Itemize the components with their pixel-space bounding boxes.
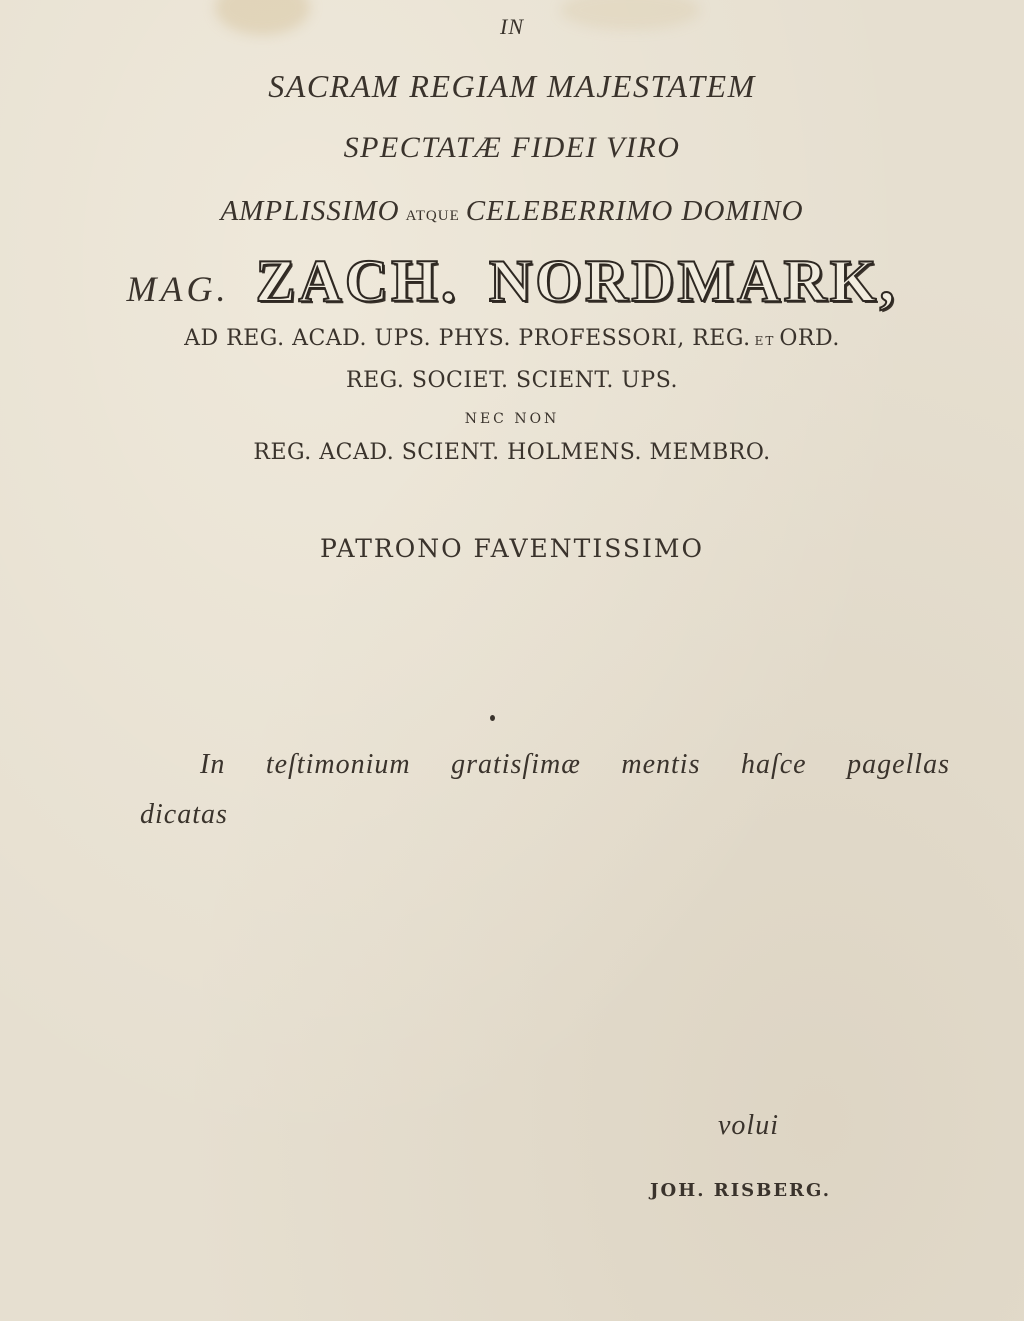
titles-nec-non: NEC NON: [464, 411, 560, 427]
patrono-line: PATRONO FAVENTISSIMO: [319, 534, 705, 563]
heading-in: IN: [500, 14, 524, 39]
ink-speck: [490, 715, 495, 721]
dedication-line-1: [200, 749, 950, 781]
dedication-word: haſce: [740, 749, 807, 780]
dedication-word: pagellas: [847, 749, 950, 780]
patron-name: [0, 247, 1024, 314]
name-mag: MAG.: [126, 269, 230, 309]
line-sacram-regiam: SACRAM REGIAM MAJESTATEM: [268, 68, 756, 104]
line-amplissimo: [0, 195, 1024, 228]
celeberrimo-text: CELEBERRIMO DOMINO: [465, 195, 804, 227]
atque-text: ATQUE: [405, 208, 460, 224]
closing-volui: volui: [718, 1110, 779, 1141]
titles-line-2: REG. SOCIET. SCIENT. UPS.: [346, 368, 678, 393]
dedication-word: teſtimonium: [265, 749, 411, 780]
dedication-word: In: [200, 749, 226, 780]
line-spectatae-fidei: SPECTATÆ FIDEI VIRO: [343, 131, 681, 164]
titles-et: ET: [754, 334, 776, 348]
amplissimo-text: AMPLISSIMO: [220, 195, 400, 227]
titles-line-1-part2: ORD.: [779, 326, 840, 351]
dedication-word: gratisſimæ: [451, 749, 581, 780]
name-first: ZACH.: [255, 248, 459, 314]
titles-line-3: REG. ACAD. SCIENT. HOLMENS. MEMBRO.: [253, 440, 771, 465]
dedication-word: mentis: [621, 749, 701, 780]
titles-line-1-part1: AD REG. ACAD. UPS. PHYS. PROFESSORI, REG.: [184, 326, 751, 351]
signer-name: JOH. RISBERG.: [650, 1180, 832, 1201]
titles-line-1: [0, 326, 1024, 351]
dedication-line-2: dicatas: [140, 799, 228, 830]
name-last: NORDMARK,: [488, 248, 898, 314]
